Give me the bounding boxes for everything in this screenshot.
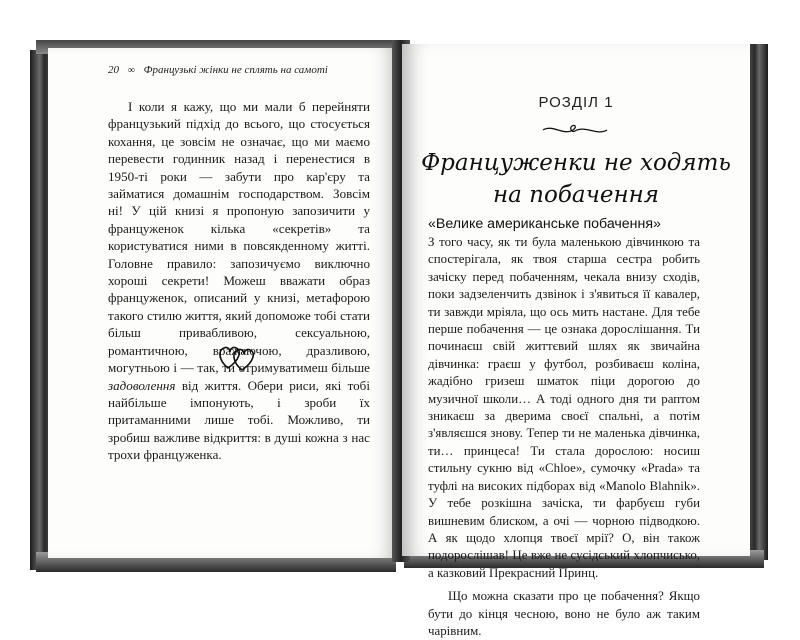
left-body-text: [108, 98, 370, 464]
running-title: Французькі жінки не сплять на самоті: [143, 64, 328, 76]
page-number: 20: [108, 64, 119, 76]
emphasized-word: задоволення: [108, 377, 176, 393]
section-subheading: «Велике американське побачення»: [428, 216, 661, 232]
double-heart-ornament-icon: [216, 340, 256, 374]
left-paragraph-part2: від життя. Обери риси, які тобі найбільше імпонують, і зроби їх притаманними лише тобі. Можливо, ти зробиш важливе відкриття: в душі кожна з нас трохи француженка.: [108, 377, 370, 463]
chapter-title-line1: Француженки не ходять: [421, 150, 731, 176]
chapter-label: РОЗДІЛ 1: [538, 94, 614, 111]
right-page: [402, 44, 750, 638]
chapter-title: [402, 147, 750, 211]
flourish-ornament-icon: [539, 122, 611, 138]
right-paragraph-1: З того часу, як ти була маленькою дівчинкою та спостерігала, як твоя старша сестра робить зачіску перед побаченням, чекала внизу сходів, поки задзеленчить дзвінок і з'явиться її кавалер, ти завжди мріяла, що ось мить настане. Для тебе перше побачення — це ознака дорослішання. Ти починаєш свій життєвий шлях як звичайна дівчинка: граєш у футбол, розбиваєш коліна, жадібно гризеш шматок піци дорогою до музичної школи… А тоді одного дня ти раптом зникаєш за дверима своєї спальні, а потім з'являєшся знову. Тепер ти не маленька дівчинка, ти… принцеса! Ти стала дорослою: носиш стильну сукню від «Chloe», сумочку «Prada» та туфлі на високих підборах від «Manolo Blahnik». У тебе розкішна зачіска, ти фарбуєш губи вишневим блиском, а очі — чорною підводкою. А як щодо хлопця твоєї мрії? О, він також подорослішав! Це вже не сусідський хлопчисько, а казковий Прекрасний Принц.: [428, 235, 700, 580]
right-body-text: [428, 234, 700, 640]
left-paragraph: [108, 98, 370, 464]
left-paragraph-part1: І коли я кажу, що ми мали б перейняти французький підхід до всього, що стосується кохання, це зовсім не означає, що ми маємо перевести годинник назад і перенестися в 1950-ті роки — забути про кар'єру та займатися домашнім господарством. Зовсім ні! У цій книзі я пропоную запозичити у француженок кілька «секретів» та користуватися ними в повсякденному житті. Головне правило: запозичуємо виключно хороші секрети! Можеш вважати образ француженок, описаний у книзі, метафорою такого стилю життя, який допоможе тобі стати більш привабливою, сексуальною, романтичною, вражаючою, дразливою, могутньою і — так, ти отримуватимеш більше: [108, 99, 370, 376]
left-page: [48, 48, 398, 558]
running-head-ornament: ∞: [127, 65, 135, 76]
chapter-title-line2: на побачення: [492, 182, 660, 208]
running-head: [108, 64, 328, 76]
right-paragraph-2: Що можна сказати про це побачення? Якщо бути до кінця чесною, воно не було аж таким чарівним.: [428, 589, 700, 638]
